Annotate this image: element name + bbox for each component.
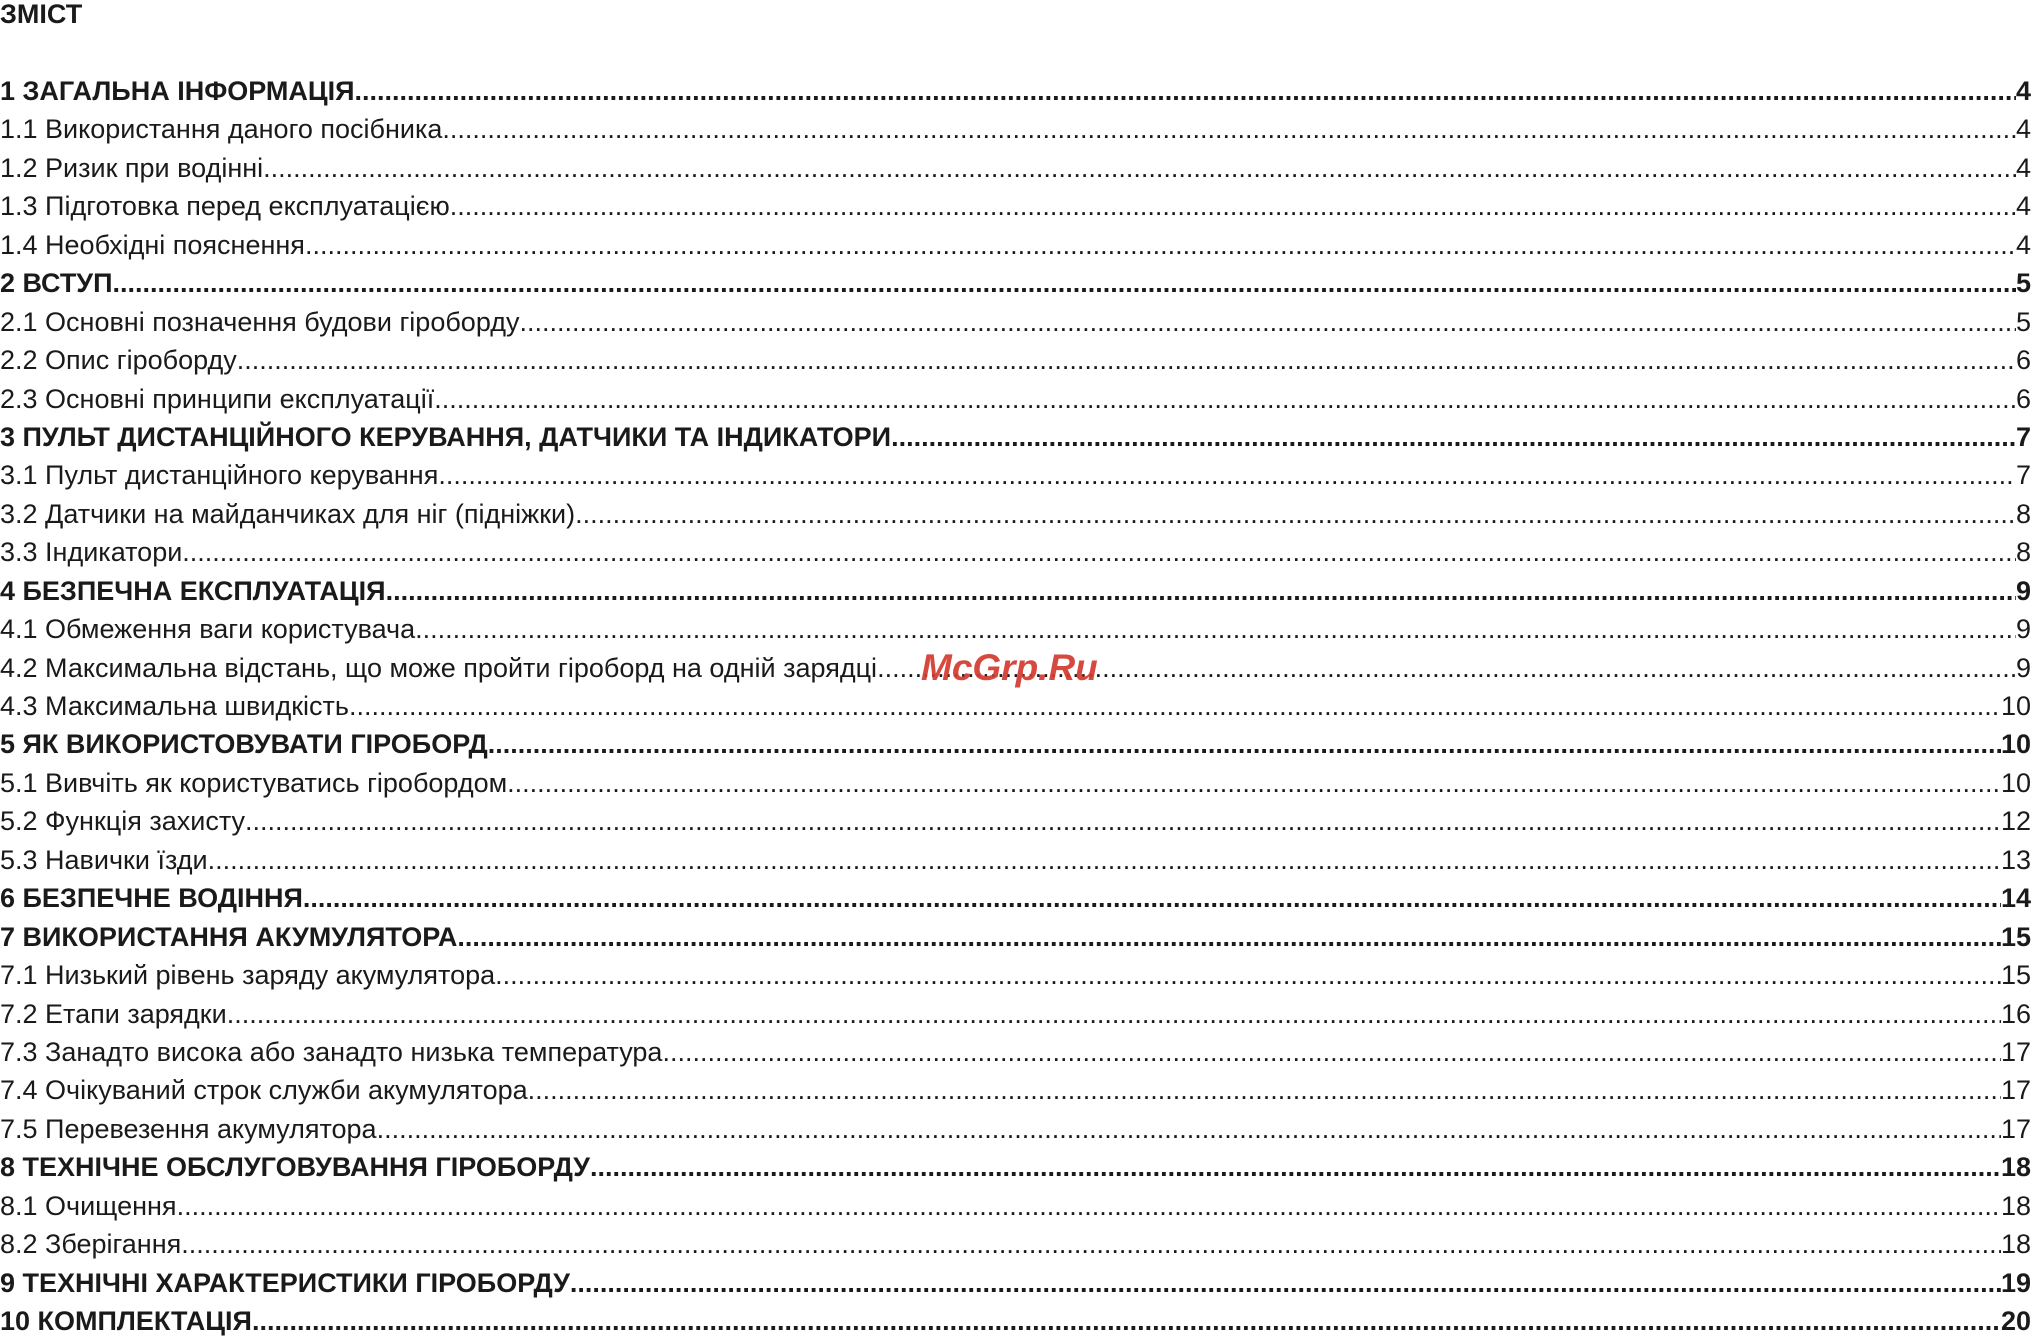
toc-dot-leader — [450, 187, 2016, 225]
toc-section-row[interactable] — [0, 879, 2031, 917]
toc-subsection-row[interactable] — [0, 995, 2031, 1033]
toc-entry-title: 3.2 Датчики на майданчиках для ніг (підніжки) — [0, 498, 576, 529]
toc-entry-title: 8 ТЕХНІЧНЕ ОБСЛУГОВУВАННЯ ГІРОБОРДУ — [0, 1152, 590, 1183]
toc-entry-title: 3.1 Пульт дистанційного керування — [0, 460, 439, 491]
toc-dot-leader — [263, 149, 2016, 187]
toc-dot-leader — [570, 1264, 2001, 1302]
toc-dot-leader — [113, 264, 2016, 302]
toc-page-number: 20 — [2000, 1306, 2031, 1336]
toc-dot-leader — [415, 610, 2016, 648]
toc-entry-title: 5.3 Навички їзди — [0, 844, 208, 875]
toc-page-number: 18 — [2000, 1190, 2031, 1221]
toc-page-number: 9 — [2015, 652, 2031, 683]
toc-page-number: 10 — [2000, 729, 2031, 760]
toc-entry-title: 4 БЕЗПЕЧНА ЕКСПЛУАТАЦІЯ — [0, 575, 386, 606]
toc-subsection-row[interactable] — [0, 956, 2031, 994]
toc-subsection-row[interactable] — [0, 495, 2031, 533]
toc-section-row[interactable] — [0, 918, 2031, 956]
toc-subsection-row[interactable] — [0, 802, 2031, 840]
toc-entry-title: 6 БЕЗПЕЧНЕ ВОДІННЯ — [0, 883, 303, 914]
toc-dot-leader — [488, 725, 2001, 763]
toc-page-number: 5 — [2015, 306, 2031, 337]
toc-page-number: 18 — [2000, 1229, 2031, 1260]
toc-entry-title: 3.3 Індикатори — [0, 537, 183, 568]
toc-entry-title: 1.2 Ризик при водінні — [0, 152, 264, 183]
toc-dot-leader — [303, 879, 2001, 917]
toc-entry-title: 5 ЯК ВИКОРИСТОВУВАТИ ГІРОБОРД — [0, 729, 488, 760]
toc-subsection-row[interactable] — [0, 456, 2031, 494]
toc-subsection-row[interactable] — [0, 1187, 2031, 1225]
toc-dot-leader — [434, 380, 2016, 418]
toc-page-number: 19 — [2000, 1267, 2031, 1298]
toc-dot-leader — [442, 110, 2016, 148]
toc-entry-title: 1 ЗАГАЛЬНА ІНФОРМАЦІЯ — [0, 76, 355, 106]
toc-page-number: 4 — [2015, 229, 2031, 260]
toc-page-number: 15 — [2000, 960, 2031, 991]
toc-section-row[interactable] — [0, 725, 2031, 763]
toc-dot-leader — [349, 687, 2001, 725]
toc-page-number: 4 — [2015, 191, 2031, 222]
toc-page-number: 8 — [2015, 537, 2031, 568]
toc-page-number: 4 — [2015, 76, 2031, 106]
toc-page-number: 15 — [2000, 921, 2031, 952]
toc-subsection-row[interactable] — [0, 841, 2031, 879]
toc-subsection-row[interactable] — [0, 341, 2031, 379]
toc-dot-leader — [227, 995, 2001, 1033]
toc-dot-leader — [528, 1071, 2001, 1109]
toc-page-number: 6 — [2015, 345, 2031, 376]
toc-page-number: 17 — [2000, 1113, 2031, 1144]
toc-subsection-row[interactable] — [0, 687, 2031, 725]
toc-entry-title: 8.1 Очищення — [0, 1190, 177, 1221]
toc-dot-leader — [519, 303, 2015, 341]
toc-page-number: 7 — [2015, 421, 2031, 452]
toc-subsection-row[interactable] — [0, 110, 2031, 148]
toc-subsection-row[interactable] — [0, 1033, 2031, 1071]
toc-title: ЗМІСТ — [0, 0, 83, 29]
toc-page-number: 8 — [2015, 498, 2031, 529]
toc-list — [0, 72, 2031, 1340]
toc-subsection-row[interactable] — [0, 1071, 2031, 1109]
toc-page-number: 10 — [2000, 691, 2031, 721]
toc-dot-leader — [891, 418, 2016, 456]
toc-dot-leader — [181, 1225, 2001, 1263]
toc-subsection-row[interactable] — [0, 226, 2031, 264]
toc-subsection-row[interactable] — [0, 303, 2031, 341]
toc-subsection-row[interactable] — [0, 610, 2031, 648]
toc-page-number: 4 — [2015, 114, 2031, 145]
toc-page-number: 9 — [2015, 575, 2031, 606]
toc-page-number: 13 — [2000, 844, 2031, 875]
toc-dot-leader — [355, 72, 2016, 110]
toc-section-row[interactable] — [0, 1148, 2031, 1186]
toc-page-number: 7 — [2015, 460, 2031, 491]
toc-entry-title: 2.2 Опис гіроборду — [0, 345, 237, 376]
toc-page-number: 5 — [2015, 268, 2031, 299]
toc-entry-title: 9 ТЕХНІЧНІ ХАРАКТЕРИСТИКИ ГІРОБОРДУ — [0, 1267, 570, 1298]
toc-subsection-row[interactable] — [0, 149, 2031, 187]
toc-page-number: 17 — [2000, 1036, 2031, 1067]
toc-entry-title: 10 КОМПЛЕКТАЦІЯ — [0, 1306, 252, 1336]
toc-entry-title: 7.1 Низький рівень заряду акумулятора — [0, 960, 496, 991]
toc-section-row[interactable] — [0, 1264, 2031, 1302]
toc-dot-leader — [252, 1302, 2001, 1340]
toc-dot-leader — [457, 918, 2001, 956]
toc-entry-title: 5.2 Функція захисту — [0, 806, 246, 837]
toc-entry-title: 1.3 Підготовка перед експлуатацією — [0, 191, 450, 222]
toc-page-number: 10 — [2000, 767, 2031, 798]
toc-subsection-row[interactable] — [0, 1225, 2031, 1263]
toc-dot-leader — [177, 1187, 2001, 1225]
toc-entry-title: 7.2 Етапи зарядки — [0, 998, 227, 1029]
toc-dot-leader — [877, 649, 2016, 687]
toc-page-number: 12 — [2000, 806, 2031, 837]
toc-entry-title: 2.1 Основні позначення будови гіроборду — [0, 306, 520, 337]
toc-entry-title: 2.3 Основні принципи експлуатації — [0, 383, 435, 414]
toc-subsection-row[interactable] — [0, 380, 2031, 418]
toc-subsection-row[interactable] — [0, 533, 2031, 571]
toc-page-number: 16 — [2000, 998, 2031, 1029]
toc-entry-title: 4.3 Максимальна швидкість — [0, 691, 349, 721]
toc-entry-title: 4.1 Обмеження ваги користувача — [0, 614, 416, 645]
toc-entry-title: 3 ПУЛЬТ ДИСТАНЦІЙНОГО КЕРУВАННЯ, ДАТЧИКИ ТА ІНДИКАТОРИ — [0, 421, 892, 452]
toc-dot-leader — [237, 341, 2016, 379]
toc-page-number: 6 — [2015, 383, 2031, 414]
toc-dot-leader — [305, 226, 2016, 264]
watermark-logo: McGrp.Ru — [921, 647, 1098, 688]
toc-section-row[interactable] — [0, 264, 2031, 302]
toc-dot-leader — [182, 533, 2016, 571]
toc-page-number: 14 — [2000, 883, 2031, 914]
toc-page-number: 9 — [2015, 614, 2031, 645]
toc-subsection-row[interactable] — [0, 764, 2031, 802]
toc-entry-title: 1.4 Необхідні пояснення — [0, 229, 305, 260]
toc-page-number: 4 — [2015, 152, 2031, 183]
toc-entry-title: 8.2 Зберігання — [0, 1229, 182, 1260]
toc-section-row[interactable] — [0, 1302, 2031, 1340]
toc-dot-leader — [590, 1148, 2001, 1186]
toc-section-row[interactable] — [0, 572, 2031, 610]
toc-entry-title: 1.1 Використання даного посібника — [0, 114, 443, 145]
toc-page-number: 17 — [2000, 1075, 2031, 1106]
toc-dot-leader — [507, 764, 2001, 802]
toc-dot-leader — [377, 1110, 2001, 1148]
toc-entry-title: 7.5 Перевезення акумулятора — [0, 1113, 377, 1144]
toc-entry-title: 7.4 Очікуваний строк служби акумулятора — [0, 1075, 528, 1106]
toc-dot-leader — [438, 456, 2016, 494]
toc-dot-leader — [208, 841, 2001, 879]
toc-entry-title: 5.1 Вивчіть як користуватись гіробордом — [0, 767, 508, 798]
toc-dot-leader — [245, 802, 2001, 840]
toc-dot-leader — [662, 1033, 2001, 1071]
toc-entry-title: 7 ВИКОРИСТАННЯ АКУМУЛЯТОРА — [0, 921, 458, 952]
toc-dot-leader — [495, 956, 2001, 994]
toc-page-number: 18 — [2000, 1152, 2031, 1183]
toc-entry-title: 7.3 Занадто висока або занадто низька температура — [0, 1036, 663, 1067]
toc-dot-leader — [386, 572, 2016, 610]
toc-section-row[interactable] — [0, 72, 2031, 110]
toc-section-row[interactable] — [0, 418, 2031, 456]
toc-subsection-row[interactable] — [0, 649, 2031, 687]
toc-subsection-row[interactable] — [0, 187, 2031, 225]
toc-entry-title: 4.2 Максимальна відстань, що може пройти гіроборд на одній зарядці — [0, 652, 878, 683]
toc-subsection-row[interactable] — [0, 1110, 2031, 1148]
toc-dot-leader — [575, 495, 2016, 533]
toc-entry-title: 2 ВСТУП — [0, 268, 113, 299]
